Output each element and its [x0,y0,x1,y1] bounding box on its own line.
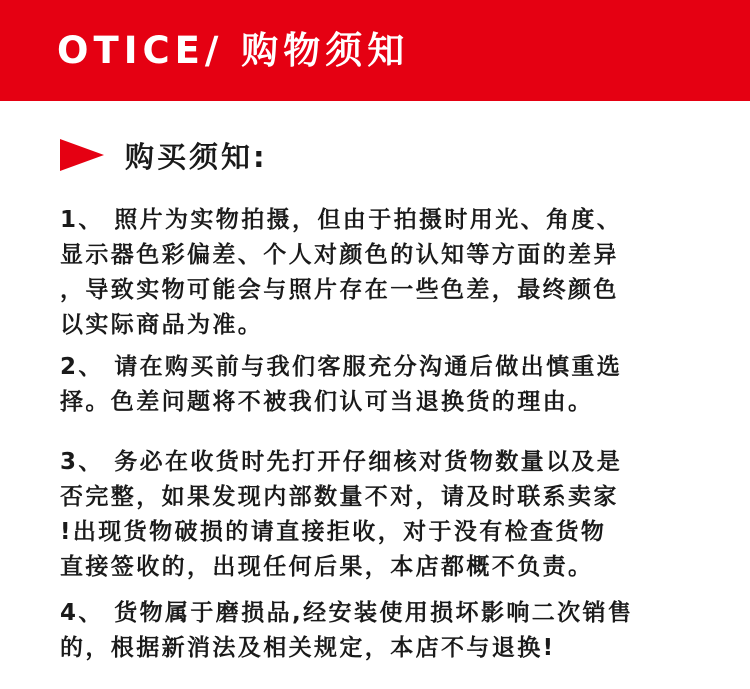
notice-line: 的，根据新消法及相关规定，本店不与退换! [60,635,556,661]
notice-line: 否完整，如果发现内部数量不对，请及时联系卖家 [60,484,619,510]
notice-line: 4、 货物属于磨损品,经安装使用损坏影响二次销售 [60,600,634,626]
notice-line: ，导致实物可能会与照片存在一些色差，最终颜色 [60,277,619,303]
notice-item-2 [60,350,700,420]
notice-line: 直接签收的，出现任何后果，本店都概不负责。 [60,554,594,580]
notice-item-3 [60,445,700,585]
section-title: 购买须知: [125,139,268,174]
notice-line: 择。色差问题将不被我们认可当退换货的理由。 [60,389,594,415]
notice-line: !出现货物破损的请直接拒收，对于没有检查货物 [60,519,607,545]
notice-line: 3、 务必在收货时先打开仔细核对货物数量以及是 [60,449,623,475]
notice-item-1 [60,203,700,343]
notice-line: 2、 请在购买前与我们客服充分沟通后做出慎重选 [60,354,623,380]
notice-line: 1、 照片为实物拍摄，但由于拍摄时用光、角度、 [60,207,623,233]
notice-line: 显示器色彩偏差、个人对颜色的认知等方面的差异 [60,242,619,268]
notice-item-4 [60,596,700,666]
notice-line: 以实际商品为准。 [60,312,264,338]
page-title: OTICE/ 购物须知 [57,29,410,72]
